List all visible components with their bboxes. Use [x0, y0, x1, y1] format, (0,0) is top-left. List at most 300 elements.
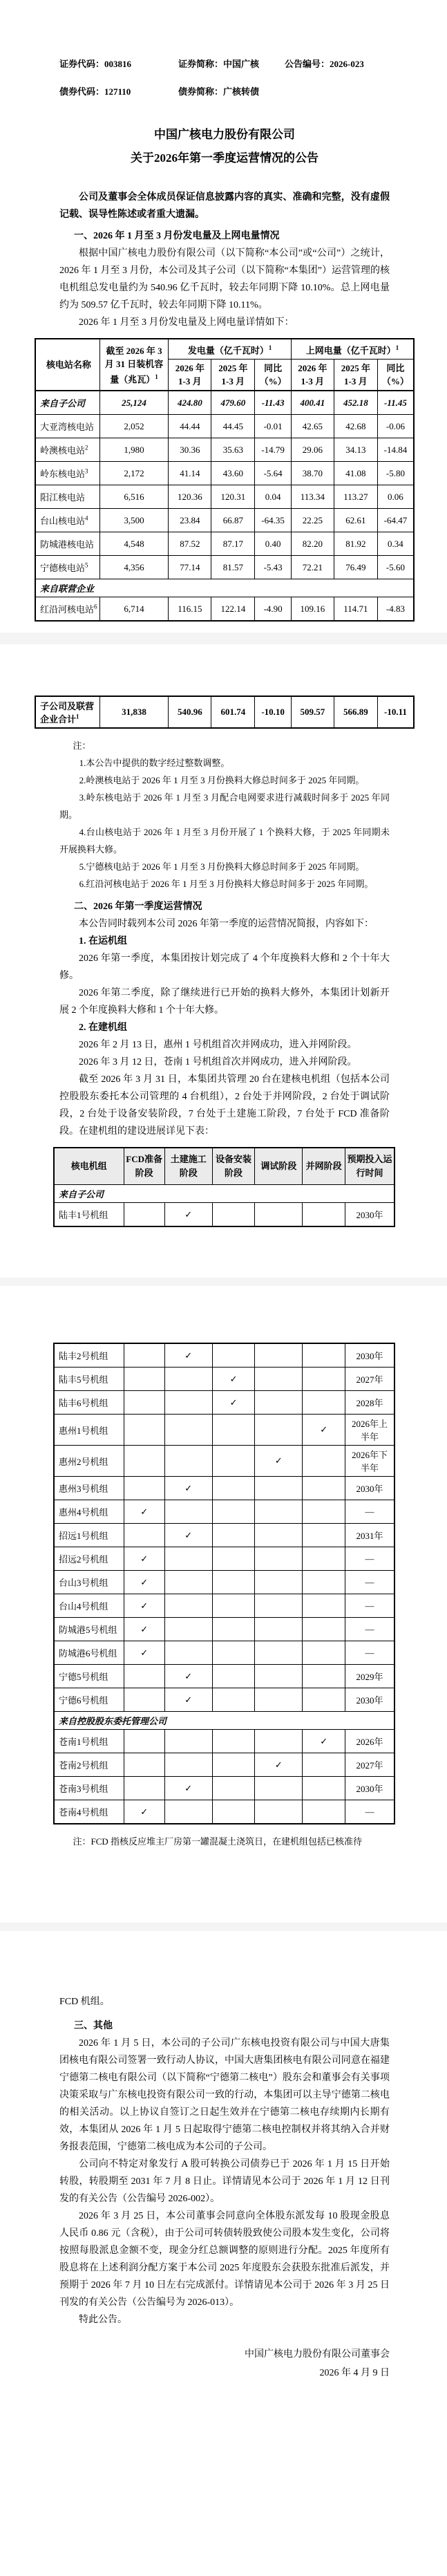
- value-cell: ✓: [255, 1753, 303, 1777]
- row-label: 苍南4号机组: [54, 1800, 124, 1824]
- table-row: [54, 1477, 394, 1500]
- value-cell: [212, 1800, 255, 1824]
- value-cell: 2030年: [345, 1777, 395, 1800]
- value-cell: [212, 1571, 255, 1594]
- page-title-line1: 中国广核电力股份有限公司: [154, 128, 295, 141]
- value-cell: -5.80: [377, 462, 414, 485]
- value-cell: [124, 1446, 164, 1477]
- col-yoy-gen: 同比（%）: [255, 360, 292, 391]
- footnote-5: 5.宁德核电站于 2026 年 1 月至 3 月份换料大修总时间多于 2025 年同期。: [79, 861, 365, 872]
- value-cell: 35.63: [211, 438, 255, 462]
- construction-table-body-p3: [54, 1343, 394, 1824]
- table-row: [54, 1185, 394, 1203]
- value-cell: 44.44: [169, 415, 211, 438]
- row-label: 宁德5号机组: [54, 1665, 124, 1688]
- table-row: [54, 1446, 394, 1477]
- value-cell: [255, 1391, 303, 1415]
- value-cell: [212, 1343, 255, 1368]
- value-cell: [303, 1203, 345, 1227]
- value-cell: 2027年: [345, 1753, 395, 1777]
- value-cell: 30.36: [169, 438, 211, 462]
- value-cell: 29.06: [291, 438, 334, 462]
- table-row: [35, 532, 414, 556]
- value-cell: 122.14: [211, 597, 255, 622]
- value-cell: ✓: [164, 1524, 212, 1547]
- value-cell: [303, 1368, 345, 1391]
- section2-sub2: 2. 在建机组: [79, 1023, 127, 1033]
- value-cell: [164, 1571, 212, 1594]
- row-label: 台山核电站$^4$: [35, 509, 99, 532]
- value-cell: 2026年: [345, 1730, 395, 1753]
- row-label: 招远1号机组: [54, 1524, 124, 1547]
- value-cell: 2030年: [345, 1203, 395, 1227]
- value-cell: -4.83: [377, 597, 414, 622]
- value-cell: [255, 1641, 303, 1665]
- value-cell: 2031年: [345, 1524, 395, 1547]
- value-cell: [303, 1343, 345, 1368]
- value-cell: 3,500: [99, 509, 169, 532]
- col-2026-gen: 2026 年 1-3 月: [169, 360, 211, 391]
- value-cell: 540.96: [169, 696, 211, 728]
- col-generation-label: 发电量（亿千瓦时）: [187, 345, 269, 356]
- footnote-ref: 5: [85, 562, 88, 569]
- value-cell: [255, 1203, 303, 1227]
- value-cell: 116.15: [169, 597, 211, 622]
- table-row: [54, 1203, 394, 1227]
- generation-total-table: [35, 696, 415, 729]
- value-cell: 1,980: [99, 438, 169, 462]
- value-cell: 66.87: [211, 509, 255, 532]
- table-row: [54, 1547, 394, 1571]
- value-cell: [255, 1777, 303, 1800]
- table-row: [54, 1800, 394, 1824]
- value-cell: —: [345, 1547, 395, 1571]
- value-cell: [212, 1547, 255, 1571]
- value-cell: 25,124: [99, 391, 169, 415]
- value-cell: [124, 1203, 164, 1227]
- group-label: 来自子公司: [54, 1185, 394, 1203]
- value-cell: [255, 1415, 303, 1446]
- page-title: [35, 123, 415, 170]
- value-cell: [255, 1547, 303, 1571]
- page-title-line2: 关于2026年第一季度运营情况的公告: [131, 151, 318, 165]
- value-cell: 34.13: [334, 438, 377, 462]
- value-cell: —: [345, 1571, 395, 1594]
- col-expected-operation: 预期投入运行时间: [345, 1148, 395, 1185]
- value-cell: [164, 1415, 212, 1446]
- value-cell: [255, 1594, 303, 1618]
- page-2: [0, 644, 447, 1278]
- value-cell: [255, 1688, 303, 1712]
- table-row: [35, 485, 414, 509]
- bond-name-value: 广核转债: [223, 86, 260, 97]
- value-cell: 76.49: [334, 556, 377, 579]
- value-cell: ✓: [303, 1415, 345, 1446]
- value-cell: ✓: [164, 1203, 212, 1227]
- value-cell: 81.57: [211, 556, 255, 579]
- value-cell: 82.20: [291, 532, 334, 556]
- value-cell: 62.61: [334, 509, 377, 532]
- col-civil: 土建施工阶段: [164, 1148, 212, 1185]
- stock-name: [178, 58, 285, 71]
- bond-code: [59, 86, 178, 98]
- value-cell: [212, 1665, 255, 1688]
- section3-para1: 2026 年 1 月 5 日，本公司的子公司广东核电投资有限公司与中国大唐集团核电有限公司签署一致行动人协议，中国大唐集团核电有限公司同意在福建宁德第二核电有限公司（以下简称“宁德第二核电”）股东会和董事会有关事项决策采取与广东核电投资有限公司一致的行动，本集团可以主导宁德第二核电的相关活动。以上协议自签订之日起生效并在宁德第二核电存续期内长期有效，本集团从 2026 年 1 月 5 日起取得宁德第二核电控制权并将其纳入合并财务报表范围，宁德第二核电成为本公司的子公司。: [59, 2038, 390, 2152]
- section1-heading: 一、2026 年 1 月至 3 月份发电量及上网电量情况: [74, 231, 280, 241]
- value-cell: [212, 1618, 255, 1641]
- value-cell: [303, 1500, 345, 1524]
- generation-table-body: [35, 391, 414, 621]
- col-unit: 核电机组: [54, 1148, 124, 1185]
- construction-table-body-p2: [54, 1185, 394, 1227]
- value-cell: —: [345, 1618, 395, 1641]
- value-cell: -10.10: [255, 696, 292, 728]
- signature-date: 2026 年 4 月 9 日: [319, 2368, 390, 2378]
- value-cell: -10.11: [377, 696, 414, 728]
- bond-code-line: [59, 86, 390, 98]
- table-row: [35, 462, 414, 485]
- table-row: [54, 1730, 394, 1753]
- col-2025-grid: 2025 年 1-3 月: [334, 360, 377, 391]
- value-cell: [164, 1594, 212, 1618]
- row-label: 台山3号机组: [54, 1571, 124, 1594]
- value-cell: [255, 1665, 303, 1688]
- value-cell: 4,548: [99, 532, 169, 556]
- value-cell: 42.65: [291, 415, 334, 438]
- value-cell: [212, 1415, 255, 1446]
- stock-name-label: 证券简称：: [178, 59, 224, 69]
- row-label: 惠州3号机组: [54, 1477, 124, 1500]
- value-cell: 4,356: [99, 556, 169, 579]
- section3-heading: 三、其他: [74, 2021, 113, 2031]
- row-label: 岭东核电站$^3$: [35, 462, 99, 485]
- value-cell: [303, 1477, 345, 1500]
- value-cell: 566.89: [334, 696, 377, 728]
- row-label: 招远2号机组: [54, 1547, 124, 1571]
- col-yoy-grid: 同比（%）: [377, 360, 414, 391]
- value-cell: [164, 1500, 212, 1524]
- section1-para1: 根据中国广核电力股份有限公司（以下简称“本公司”或“公司”）之统计，2026 年 1 月至 3 月份，本公司及其子公司（以下简称“本集团”）运营管理的核电机组总发电量约为 540.96 亿千瓦时，较去年同期下降 10.10%。总上网电量约为 509.57 亿千瓦时，较去年同期下降 10.11%。: [59, 248, 390, 310]
- group-label: 来自控股股东委托管理公司: [54, 1712, 394, 1730]
- row-label: 子公司及联营企业合计$^1$: [35, 696, 99, 728]
- value-cell: [164, 1800, 212, 1824]
- generation-table-header: [35, 339, 414, 391]
- row-label: 防城港核电站: [35, 532, 99, 556]
- bond-name: [178, 86, 285, 98]
- value-cell: [303, 1777, 345, 1800]
- fcd-note-part2: FCD 机组。: [59, 1997, 110, 2007]
- value-cell: [303, 1753, 345, 1777]
- value-cell: 0.04: [255, 485, 292, 509]
- row-label: 苍南2号机组: [54, 1753, 124, 1777]
- col-equipment: 设备安装阶段: [212, 1148, 255, 1185]
- value-cell: 2026年下半年: [345, 1446, 395, 1477]
- value-cell: [303, 1618, 345, 1641]
- value-cell: 2026年上半年: [345, 1415, 395, 1446]
- value-cell: ✓: [124, 1641, 164, 1665]
- value-cell: [124, 1477, 164, 1500]
- construction-table-header: [54, 1148, 394, 1185]
- row-label: 宁德6号机组: [54, 1688, 124, 1712]
- value-cell: [124, 1665, 164, 1688]
- value-cell: ✓: [124, 1571, 164, 1594]
- value-cell: 2029年: [345, 1665, 395, 1688]
- value-cell: [303, 1524, 345, 1547]
- value-cell: 87.17: [211, 532, 255, 556]
- row-label: 防城港5号机组: [54, 1618, 124, 1641]
- value-cell: 44.45: [211, 415, 255, 438]
- row-label: 来自子公司: [35, 391, 99, 415]
- value-cell: [255, 1730, 303, 1753]
- section3-para2: 公司向不特定对象发行 A 股可转换公司债券已于 2026 年 1 月 15 日开始转股，转股期至 2031 年 7 月 8 日止。详情请见本公司于 2026 年 1 月 12 日刊发的有关公告（公告编号 2026-002）。: [59, 2159, 390, 2204]
- table-row: [54, 1415, 394, 1446]
- value-cell: [124, 1688, 164, 1712]
- value-cell: [303, 1571, 345, 1594]
- value-cell: [212, 1500, 255, 1524]
- value-cell: [303, 1594, 345, 1618]
- value-cell: [164, 1446, 212, 1477]
- value-cell: [164, 1368, 212, 1391]
- value-cell: [303, 1800, 345, 1824]
- table-row: [35, 597, 414, 622]
- value-cell: ✓: [212, 1368, 255, 1391]
- section2-para2: 2026 年第二季度，除了继续进行已开始的换料大修外，本集团计划新开展 2 个年度换料大修和 1 个十年大修。: [59, 988, 390, 1016]
- value-cell: 41.08: [334, 462, 377, 485]
- footnote-4: 4.台山核电站于 2026 年 1 月至 3 月份开展了 1 个换料大修，于 2025 年同期未开展换料大修。: [59, 827, 390, 855]
- page-separator: [0, 1923, 447, 1931]
- notes-label: 注：: [73, 740, 91, 751]
- value-cell: [124, 1368, 164, 1391]
- value-cell: [303, 1688, 345, 1712]
- table-row: [54, 1368, 394, 1391]
- page-1: [0, 0, 447, 633]
- bond-code-label: 债券代码：: [59, 86, 105, 97]
- footnote-ref: 2: [85, 445, 88, 451]
- row-label: 惠州1号机组: [54, 1415, 124, 1446]
- value-cell: 2027年: [345, 1368, 395, 1391]
- value-cell: 400.41: [291, 391, 334, 415]
- value-cell: 2030年: [345, 1688, 395, 1712]
- table-row: [54, 1641, 394, 1665]
- value-cell: 43.60: [211, 462, 255, 485]
- value-cell: 2028年: [345, 1391, 395, 1415]
- row-label: 苍南1号机组: [54, 1730, 124, 1753]
- value-cell: [303, 1665, 345, 1688]
- value-cell: -5.64: [255, 462, 292, 485]
- value-cell: 0.40: [255, 532, 292, 556]
- value-cell: 113.27: [334, 485, 377, 509]
- footnote-ref: 3: [85, 468, 88, 475]
- row-label: 陆丰2号机组: [54, 1343, 124, 1368]
- footnote-1: 1.本公告中提供的数字经过整数调整。: [79, 758, 230, 768]
- value-cell: 601.74: [211, 696, 255, 728]
- closing-statement: 特此公告。: [79, 2315, 127, 2325]
- table-row: [54, 1571, 394, 1594]
- value-cell: [164, 1641, 212, 1665]
- col-ongrid-label: 上网电量（亿千瓦时）: [305, 345, 396, 356]
- value-cell: ✓: [164, 1688, 212, 1712]
- table-row: [54, 1712, 394, 1730]
- col-capacity-sup: 1: [155, 373, 158, 380]
- row-label: 红沿河核电站$^6$: [35, 597, 99, 622]
- table-row: [35, 391, 414, 415]
- col-ongrid-sup: 1: [395, 344, 399, 351]
- row-label: 苍南3号机组: [54, 1777, 124, 1800]
- value-cell: —: [345, 1594, 395, 1618]
- row-label: 陆丰6号机组: [54, 1391, 124, 1415]
- value-cell: [212, 1477, 255, 1500]
- value-cell: —: [345, 1641, 395, 1665]
- announce-no-label: 公告编号：: [285, 59, 330, 69]
- value-cell: ✓: [255, 1446, 303, 1477]
- declaration: 公司及董事会全体成员保证信息披露内容的真实、准确和完整，没有虚假记载、误导性陈述或者重大遗漏。: [59, 192, 390, 220]
- col-commissioning: 调试阶段: [255, 1148, 303, 1185]
- value-cell: 38.70: [291, 462, 334, 485]
- bond-code-value: 127110: [104, 86, 131, 97]
- stock-code: [59, 58, 178, 71]
- value-cell: -14.84: [377, 438, 414, 462]
- row-label: 防城港6号机组: [54, 1641, 124, 1665]
- signature-block: [59, 2345, 390, 2382]
- value-cell: -11.43: [255, 391, 292, 415]
- value-cell: ✓: [212, 1391, 255, 1415]
- value-cell: 81.92: [334, 532, 377, 556]
- table-row: [35, 438, 414, 462]
- value-cell: -64.35: [255, 509, 292, 532]
- value-cell: ✓: [124, 1500, 164, 1524]
- row-label: 惠州2号机组: [54, 1446, 124, 1477]
- value-cell: -0.06: [377, 415, 414, 438]
- value-cell: 109.16: [291, 597, 334, 622]
- value-cell: ✓: [164, 1343, 212, 1368]
- value-cell: [124, 1524, 164, 1547]
- footnote-ref: 6: [94, 604, 97, 610]
- value-cell: 42.68: [334, 415, 377, 438]
- value-cell: 77.14: [169, 556, 211, 579]
- value-cell: 479.60: [211, 391, 255, 415]
- value-cell: [303, 1391, 345, 1415]
- row-label: 台山4号机组: [54, 1594, 124, 1618]
- value-cell: [124, 1391, 164, 1415]
- value-cell: [255, 1524, 303, 1547]
- value-cell: ✓: [124, 1547, 164, 1571]
- value-cell: [164, 1547, 212, 1571]
- value-cell: [255, 1477, 303, 1500]
- value-cell: [212, 1524, 255, 1547]
- value-cell: ✓: [164, 1665, 212, 1688]
- section2-para1: 2026 年第一季度，本集团按计划完成了 4 个年度换料大修和 2 个十年大修。: [59, 953, 390, 981]
- value-cell: 22.25: [291, 509, 334, 532]
- value-cell: -11.45: [377, 391, 414, 415]
- section2-intro: 本公告同时载列本公司 2026 年第一季度的运营情况简报，内容如下：: [79, 919, 374, 929]
- value-cell: [212, 1203, 255, 1227]
- value-cell: [164, 1753, 212, 1777]
- col-2025-gen: 2025 年 1-3 月: [211, 360, 255, 391]
- value-cell: ✓: [124, 1618, 164, 1641]
- value-cell: [212, 1641, 255, 1665]
- value-cell: 2,172: [99, 462, 169, 485]
- table-row: [54, 1777, 394, 1800]
- value-cell: [212, 1688, 255, 1712]
- table-row: [54, 1618, 394, 1641]
- value-cell: [164, 1618, 212, 1641]
- fcd-note-part1: 注：FCD 指核反应堆主厂房第一罐混凝土浇筑日，在建机组包括已核准待: [73, 1836, 363, 1847]
- row-label: 陆丰1号机组: [54, 1203, 124, 1227]
- col-group-generation: [169, 339, 292, 360]
- value-cell: 23.84: [169, 509, 211, 532]
- value-cell: ✓: [164, 1477, 212, 1500]
- value-cell: [303, 1547, 345, 1571]
- value-cell: ✓: [164, 1777, 212, 1800]
- footnote-6: 6.红沿河核电站于 2026 年 1 月至 3 月份换料大修总时间多于 2025 年同期。: [79, 879, 374, 889]
- value-cell: [164, 1391, 212, 1415]
- generation-total-body: [35, 696, 414, 728]
- table-row: [54, 1665, 394, 1688]
- table-row: [35, 415, 414, 438]
- value-cell: [212, 1730, 255, 1753]
- announce-no-value: 2026-023: [330, 59, 364, 69]
- section3-para3: 2026 年 3 月 25 日，本公司董事会同意向全体股东派发每 10 股现金股息人民币 0.86 元（含税），由于公司可转债转股致使公司股本发生变化，公司将按照每股派息金额不变，现金分红总额调整的原则进行分配。2025 年度所有股息将在上述利润分配方案于本公司 2025 年度股东会获股东批准后派发，并预期于 2026 年 7 月 10 日左右完成派付。详情请见本公司于 2026 年 3 月 25 日刊发的有关公告（公告编号为 2026-013）。: [59, 2211, 390, 2308]
- signature-company: 中国广核电力股份有限公司董事会: [245, 2349, 390, 2360]
- value-cell: [255, 1800, 303, 1824]
- value-cell: 120.31: [211, 485, 255, 509]
- col-station: 核电站名称: [35, 339, 99, 391]
- value-cell: [212, 1777, 255, 1800]
- value-cell: [255, 1500, 303, 1524]
- value-cell: ✓: [124, 1800, 164, 1824]
- value-cell: —: [345, 1800, 395, 1824]
- row-label: 阳江核电站: [35, 485, 99, 509]
- value-cell: —: [345, 1500, 395, 1524]
- value-cell: [124, 1730, 164, 1753]
- value-cell: 113.34: [291, 485, 334, 509]
- footnote-ref: 1: [76, 713, 79, 720]
- announce-no: [285, 58, 390, 71]
- table-row: [54, 1500, 394, 1524]
- generation-table: [35, 338, 415, 622]
- construction-table-continued: [53, 1343, 395, 1824]
- value-cell: 114.71: [334, 597, 377, 622]
- value-cell: [303, 1446, 345, 1477]
- value-cell: 6,516: [99, 485, 169, 509]
- value-cell: [303, 1641, 345, 1665]
- page-3: [0, 1286, 447, 1923]
- footnote-2: 2.岭澳核电站于 2026 年 1 月至 3 月份换料大修总时间多于 2025 年同期。: [79, 775, 365, 785]
- table-row: [35, 579, 414, 597]
- value-cell: [255, 1618, 303, 1641]
- table-row: [54, 1594, 394, 1618]
- construction-table: [53, 1147, 395, 1227]
- table-row: [54, 1343, 394, 1368]
- table-row: [54, 1688, 394, 1712]
- stock-code-label: 证券代码：: [59, 59, 105, 69]
- stock-code-value: 003816: [104, 59, 132, 69]
- group-label: 来自联营企业: [35, 579, 414, 597]
- section2-sub1: 1. 在运机组: [79, 936, 127, 946]
- stock-name-value: 中国广核: [223, 59, 260, 69]
- value-cell: 72.21: [291, 556, 334, 579]
- row-label: 惠州4号机组: [54, 1500, 124, 1524]
- value-cell: [212, 1446, 255, 1477]
- value-cell: 6,714: [99, 597, 169, 622]
- value-cell: [124, 1753, 164, 1777]
- value-cell: 2030年: [345, 1477, 395, 1500]
- table-row: [35, 509, 414, 532]
- value-cell: -5.60: [377, 556, 414, 579]
- value-cell: [255, 1368, 303, 1391]
- value-cell: [124, 1343, 164, 1368]
- table-row: [35, 556, 414, 579]
